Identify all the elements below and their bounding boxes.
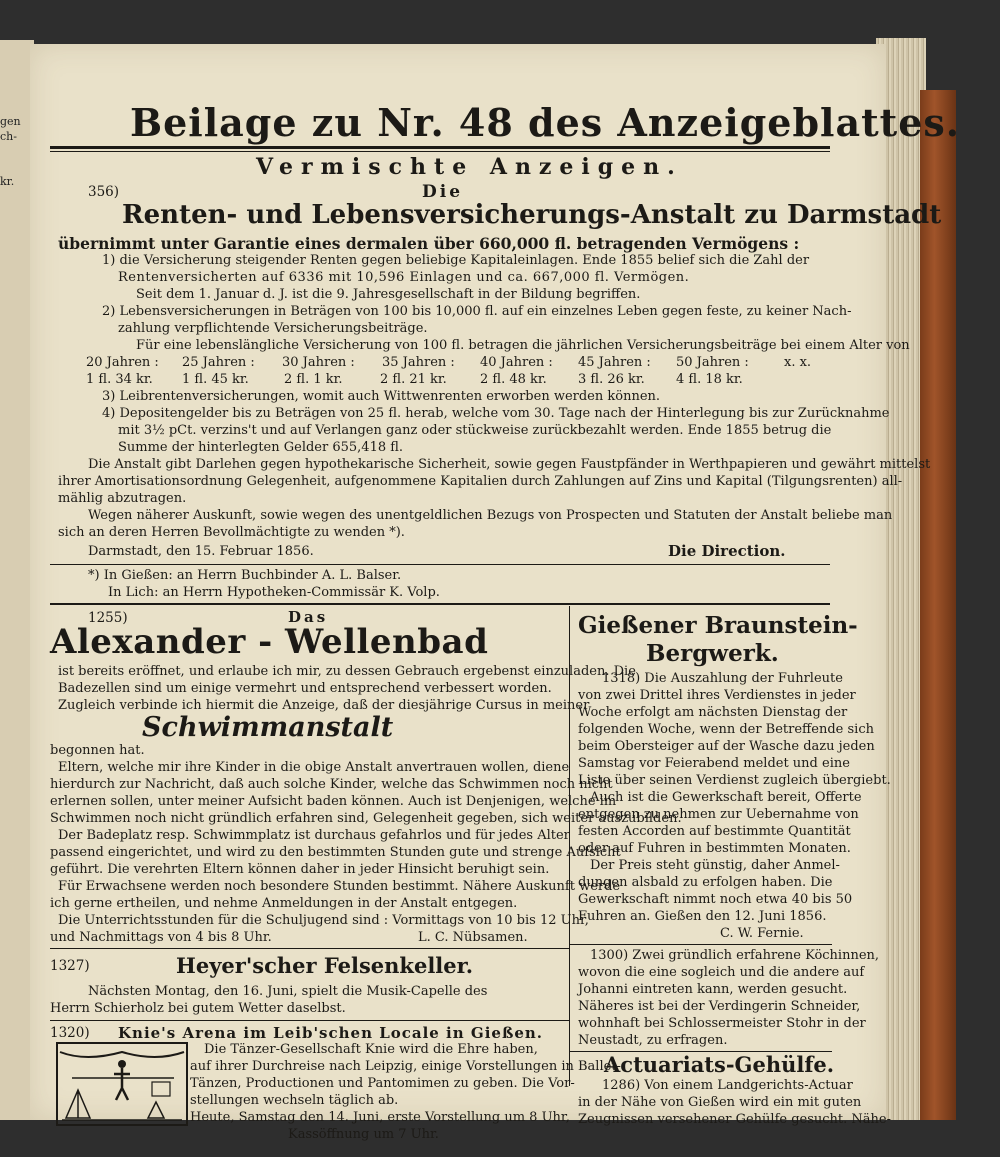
ad-text-line: 4) Depositengelder bis zu Beträgen von 25 fl. herab, welche vom 30. Tage nach der Hinterlegung bis zur Zurücknahme [102, 406, 890, 421]
ad-signature: Die Direction. [668, 542, 786, 560]
facing-page-fragment: kr. [0, 175, 15, 188]
ad-signature: C. W. Fernie. [720, 926, 804, 941]
ad-text-line: 1) die Versicherung steigender Renten gegen beliebige Kapitaleinlagen. Ende 1855 belief sich die Zahl der [102, 253, 810, 268]
age-cell: x. x. [784, 355, 812, 370]
ad-text-line: Woche erfolgt am nächsten Dienstag der [578, 705, 848, 720]
facing-page-fragment: gen [0, 115, 21, 128]
ad-text-line: 2) Lebensversicherungen in Beträgen von 100 bis 10,000 fl. auf ein einzelnes Leben gegen feste, zu keiner Nach- [102, 304, 852, 319]
ad-text-line: Der Badeplatz resp. Schwimmplatz ist durchaus gefahrlos und für jedes Alter [58, 828, 570, 843]
divider [50, 603, 830, 605]
ad-text-line: Zugleich verbinde ich hiermit die Anzeige, daß der diesjährige Cursus in meiner [58, 698, 590, 713]
ad-text-line: ich gerne ertheilen, und nehme Anmeldungen in der Anstalt entgegen. [50, 896, 518, 911]
ad-text-line: Liste über seinen Verdienst zugleich übergiebt. [578, 773, 891, 788]
ad-text-line: erlernen sollen, unter meiner Aufsicht baden können. Auch ist Denjenigen, welche im [50, 794, 617, 809]
ad-text-line: Johanni eintreten kann, werden gesucht. [578, 982, 848, 997]
ad-text-line: stellungen wechseln täglich ab. [190, 1093, 399, 1108]
facing-page-edge [0, 40, 34, 1120]
title-rule [50, 151, 830, 152]
ad-text-line: Wegen näherer Auskunft, sowie wegen des unentgeldlichen Bezugs von Prospecten und Statuten der Anstalt beliebe man [88, 508, 893, 523]
ad-text-line: Summe der hinterlegten Gelder 655,418 fl. [118, 440, 404, 455]
ad-text-line: Schwimmen noch nicht gründlich erfahren sind, Gelegenheit gegeben, sich weiter auszubilden. [50, 811, 682, 826]
fee-cell: 1 fl. 45 kr. [182, 372, 249, 387]
ad-text-line: Neustadt, zu erfragen. [578, 1033, 728, 1048]
divider [50, 948, 569, 949]
ad-text-line: folgenden Woche, wenn der Betreffende sich [578, 722, 874, 737]
ad-text-line: sich an deren Herren Bevollmächtigte zu wenden *). [58, 525, 405, 540]
book-cover [920, 90, 956, 1120]
ad-text-line: 1300) Zwei gründlich erfahrene Köchinnen, [590, 948, 880, 963]
ad-text-line: zahlung verpflichtende Versicherungsbeiträge. [118, 321, 428, 336]
age-cell: 35 Jahren : [382, 355, 455, 370]
fee-cell: 1 fl. 34 kr. [86, 372, 153, 387]
ad-text-line: ist bereits eröffnet, und erlaube ich mir, zu dessen Gebrauch ergebenst einzuladen. Die [58, 664, 636, 679]
ad-text-line: ihrer Amortisationsordnung Gelegenheit, aufgenommene Kapitalien durch Zahlungen auf Zins und Kapital (Tilgungsrenten) all- [58, 474, 903, 489]
divider [570, 944, 832, 945]
section-heading: Vermischte Anzeigen. [256, 154, 683, 180]
divider [50, 564, 830, 565]
ad-number: 1327) [50, 958, 90, 974]
ad-text-line: Zeugnissen versehener Gehülfe gesucht. Nähe- [578, 1112, 891, 1127]
title-rule [50, 146, 830, 149]
age-cell: 50 Jahren : [676, 355, 749, 370]
ad-subheadline: übernimmt unter Garantie eines dermalen über 660,000 fl. betragenden Vermögens : [58, 234, 800, 253]
ad-headline: Renten- und Lebensversicherungs-Anstalt zu Darmstadt [122, 200, 942, 230]
ad-text-line: geführt. Die verehrten Eltern können daher in jeder Hinsicht beruhigt sein. [50, 862, 550, 877]
age-cell: 45 Jahren : [578, 355, 651, 370]
ad-footnote: *) In Gießen: an Herrn Buchbinder A. L. Balser. [88, 568, 402, 583]
page-title: Beilage zu Nr. 48 des Anzeigeblattes. [130, 100, 960, 145]
ad-text-line: wovon die eine sogleich und die andere auf [578, 965, 865, 980]
ad-text-line: Badezellen sind um einige vermehrt und entsprechend verbessert worden. [58, 681, 552, 696]
divider [50, 1020, 569, 1021]
ad-text-line: Die Tänzer-Gesellschaft Knie wird die Ehre haben, [204, 1042, 538, 1057]
fee-cell: 4 fl. 18 kr. [676, 372, 743, 387]
arena-woodcut-illustration [56, 1042, 188, 1126]
ad-place-date: Darmstadt, den 15. Februar 1856. [88, 544, 314, 559]
ad-text-line: Für Erwachsene werden noch besondere Stunden bestimmt. Nähere Auskunft werde [58, 879, 621, 894]
fee-cell: 2 fl. 48 kr. [480, 372, 547, 387]
ad-article: Das [288, 608, 329, 626]
ad-text-line: Näheres ist bei der Verdingerin Schneider, [578, 999, 861, 1014]
ad-text-line: Herrn Schierholz bei gutem Wetter daselbst. [50, 1001, 346, 1016]
ad-text-line: Samstag vor Feierabend meldet und eine [578, 756, 850, 771]
ad-text-line: Nächsten Montag, den 16. Juni, spielt die Musik-Capelle des [88, 984, 488, 999]
ad-text-line: festen Accorden auf bestimmte Quantität [578, 824, 851, 839]
ad-headline: Alexander - Wellenbad [50, 622, 489, 662]
ad-text-line: Gewerkschaft nimmt noch etwa 40 bis 50 [578, 892, 853, 907]
ad-text-line: beim Obersteiger auf der Wasche dazu jeden [578, 739, 875, 754]
ad-text-line: 1318) Die Auszahlung der Fuhrleute [602, 671, 843, 686]
ad-headline: Bergwerk. [646, 640, 779, 667]
ad-number: 1255) [88, 610, 128, 626]
ad-text-line: hierdurch zur Nachricht, daß auch solche Kinder, welche das Schwimmen noch nicht [50, 777, 613, 792]
facing-page-fragment: ch- [0, 130, 17, 143]
ad-text-line: Seit dem 1. Januar d. J. ist die 9. Jahresgesellschaft in der Bildung begriffen. [136, 287, 641, 302]
age-cell: 20 Jahren : [86, 355, 159, 370]
ad-headline: Knie's Arena im Leib'schen Locale in Gießen. [118, 1024, 544, 1042]
ad-number: 1320) [50, 1025, 90, 1041]
ad-text-line: oder auf Fuhren in bestimmten Monaten. [578, 841, 851, 856]
ad-text-line: wohnhaft bei Schlossermeister Stohr in der [578, 1016, 866, 1031]
ad-text-line: Für eine lebenslängliche Versicherung von 100 fl. betragen die jährlichen Versicherungsbeiträge bei einem Alter von [136, 338, 910, 353]
ad-number: 356) [88, 184, 120, 200]
ad-text-line: passend eingerichtet, und wird zu den bestimmten Stunden gute und strenge Aufsicht [50, 845, 621, 860]
ad-text-line: Rentenversicherten auf 6336 mit 10,596 Einlagen und ca. 667,000 fl. Vermögen. [118, 270, 690, 285]
ad-headline: Gießener Braunstein- [578, 612, 858, 639]
ad-text-line: 3) Leibrentenversicherungen, womit auch Wittwenrenten erworben werden können. [102, 389, 661, 404]
fee-cell: 2 fl. 21 kr. [380, 372, 447, 387]
ad-text-line: Die Unterrichtsstunden für die Schuljugend sind : Vormittags von 10 bis 12 Uhr, [58, 913, 589, 928]
ad-article: Die [422, 182, 464, 202]
fee-cell: 2 fl. 1 kr. [284, 372, 343, 387]
ad-footnote: In Lich: an Herrn Hypotheken-Commissär K. Volp. [108, 585, 440, 600]
ad-text-line: mählig abzutragen. [58, 491, 187, 506]
ad-text-line: auf ihrer Durchreise nach Leipzig, einige Vorstellungen in Ballet- [190, 1059, 621, 1074]
ad-text-line: begonnen hat. [50, 743, 145, 758]
age-cell: 25 Jahren : [182, 355, 255, 370]
age-cell: 30 Jahren : [282, 355, 355, 370]
ad-text-line: 1286) Von einem Landgerichts-Actuar [602, 1078, 853, 1093]
ad-text-line: in der Nähe von Gießen wird ein mit guten [578, 1095, 862, 1110]
ad-headline-secondary: Schwimmanstalt [142, 712, 394, 743]
fee-cell: 3 fl. 26 kr. [578, 372, 645, 387]
age-cell: 40 Jahren : [480, 355, 553, 370]
ad-text-line: und Nachmittags von 4 bis 8 Uhr. [50, 930, 272, 945]
ad-text-line: Fuhren an. Gießen den 12. Juni 1856. [578, 909, 827, 924]
newspaper-page [30, 44, 960, 1142]
ad-text-line: mit 3½ pCt. verzins't und auf Verlangen ganz oder stückweise zurückbezahlt werden. Ende 1855 betrug die [118, 423, 832, 438]
ad-text-line: von zwei Drittel ihres Verdienstes in jeder [578, 688, 856, 703]
ad-text-line: Heute, Samstag den 14. Juni, erste Vorstellung um 8 Uhr, [190, 1110, 570, 1125]
ad-text-line: Tänzen, Productionen und Pantomimen zu geben. Die Vor- [190, 1076, 575, 1091]
ad-text-line: Kassöffnung um 7 Uhr. [288, 1127, 439, 1142]
ad-text-line: entgegen zu nehmen zur Uebernahme von [578, 807, 859, 822]
ad-text-line: Auch ist die Gewerkschaft bereit, Offerte [590, 790, 862, 805]
ad-text-line: dungen alsbald zu erfolgen haben. Die [578, 875, 833, 890]
ad-headline: Actuariats-Gehülfe. [604, 1052, 835, 1077]
ad-text-line: Die Anstalt gibt Darlehen gegen hypothekarische Sicherheit, sowie gegen Faustpfänder in Werthpapieren und gewährt mittelst [88, 457, 931, 472]
ad-headline: Heyer'scher Felsenkeller. [176, 953, 474, 978]
ad-text-line: Eltern, welche mir ihre Kinder in die obige Anstalt anvertrauen wollen, diene [58, 760, 570, 775]
ad-signature: L. C. Nübsamen. [418, 930, 528, 945]
ad-text-line: Der Preis steht günstig, daher Anmel- [590, 858, 840, 873]
